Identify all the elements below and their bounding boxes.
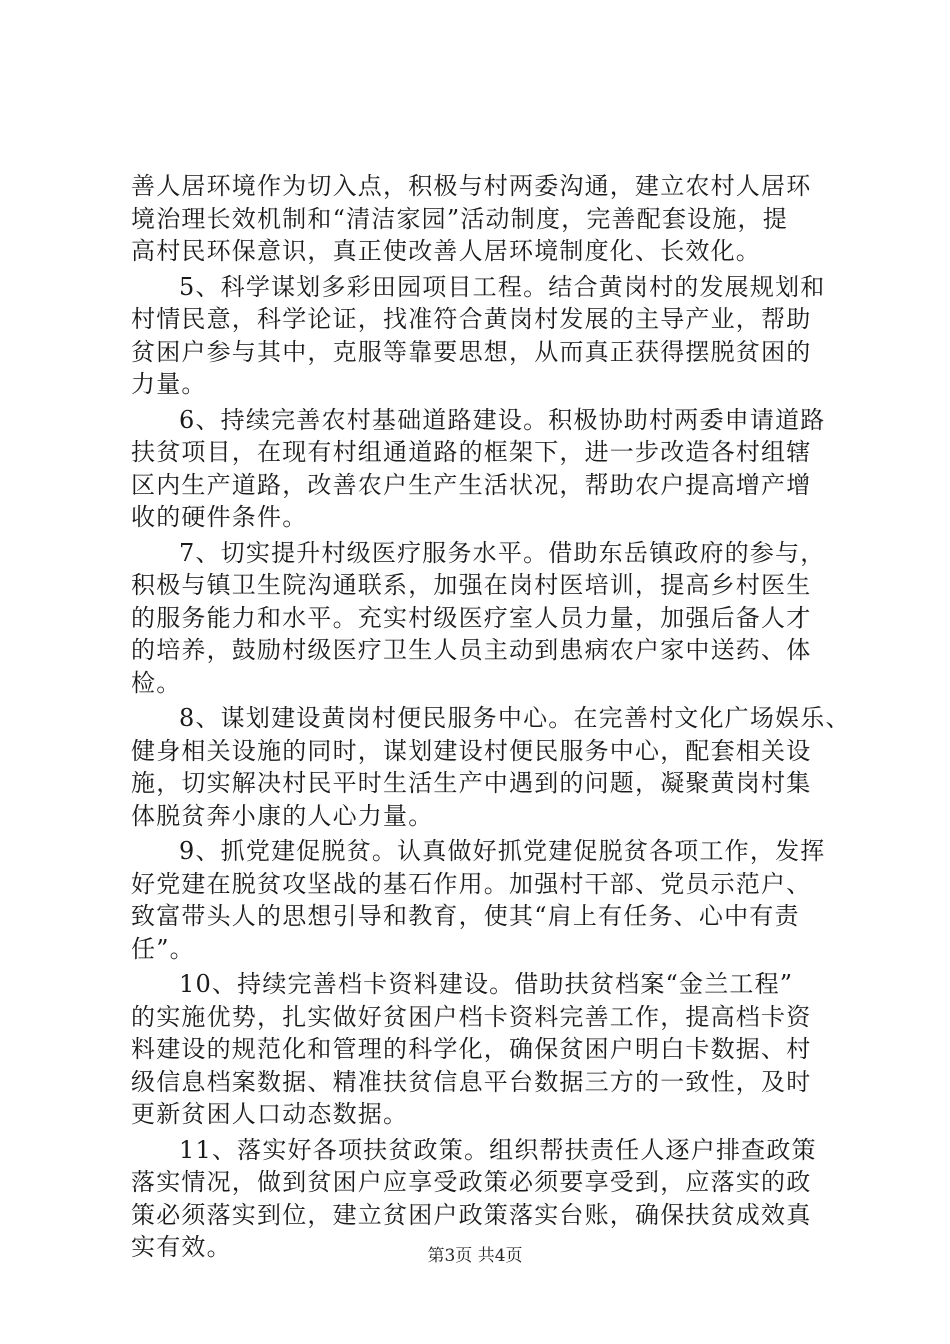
paragraph <box>131 271 831 401</box>
text-line: 健身相关设施的同时，谋划建设村便民服务中心，配套相关设 <box>131 736 812 765</box>
text-line: 9、抓党建促脱贫。认真做好抓党建促脱贫各项工作，发挥 <box>179 837 826 865</box>
text-line: 贫困户参与其中，克服等靠要思想，从而真正获得摆脱贫困的 <box>131 337 812 366</box>
text-line: 6、持续完善农村基础道路建设。积极协助村两委申请道路 <box>179 405 826 434</box>
text-line: 料建设的规范化和管理的科学化，确保贫困户明白卡数据、村 <box>131 1035 812 1063</box>
paragraph <box>131 537 831 700</box>
text-line: 检。 <box>131 668 182 697</box>
text-line: 村情民意，科学论证，找准符合黄岗村发展的主导产业，帮助 <box>131 305 812 333</box>
text-line: 的实施优势，扎实做好贫困户档卡资料完善工作，提高档卡资 <box>131 1002 812 1031</box>
text-line: 5、科学谋划多彩田园项目工程。结合黄岗村的发展规划和 <box>179 272 826 301</box>
paragraph <box>131 404 831 534</box>
paragraph <box>131 968 831 1131</box>
paragraph <box>131 170 831 268</box>
text-line: 致富带头人的思想引导和教育，使其“肩上有任务、心中有责 <box>131 902 800 930</box>
text-line: 善人居环境作为切入点，积极与村两委沟通，建立农村人居环 <box>131 172 812 200</box>
document-body <box>131 170 851 1264</box>
text-line: 的培养，鼓励村级医疗卫生人员主动到患病农户家中送药、体 <box>131 636 812 664</box>
text-line: 更新贫困人口动态数据。 <box>131 1100 409 1128</box>
text-line: 体脱贫奔小康的人心力量。 <box>131 801 434 830</box>
text-line: 好党建在脱贫攻坚战的基石作用。加强村干部、党员示范户、 <box>131 869 812 898</box>
text-line: 高村民环保意识，真正使改善人居环境制度化、长效化。 <box>131 237 761 265</box>
text-line: 策必须落实到位，建立贫困户政策落实台账，确保扶贫成效真 <box>131 1200 812 1229</box>
text-line: 力量。 <box>131 370 207 398</box>
text-line: 实有效。 <box>131 1233 232 1261</box>
text-line: 落实情况，做到贫困户应享受政策必须要享受到，应落实的政 <box>131 1168 812 1196</box>
text-line: 10、持续完善档卡资料建设。借助扶贫档案“金兰工程” <box>179 970 794 998</box>
text-line: 区内生产道路，改善农户生产生活状况，帮助农户提高增产增 <box>131 470 812 499</box>
text-line: 积极与镇卫生院沟通联系，加强在岗村医培训，提高乡村医生 <box>131 571 812 599</box>
text-line: 任”。 <box>131 934 195 963</box>
text-line: 施，切实解决村民平时生活生产中遇到的问题，凝聚黄岗村集 <box>131 769 812 797</box>
text-line: 收的硬件条件。 <box>131 503 308 531</box>
text-line: 境治理长效机制和“清洁家园”活动制度，完善配套设施，提 <box>131 204 788 233</box>
paragraph <box>131 835 831 965</box>
text-line: 11、落实好各项扶贫政策。组织帮扶责任人逐户排查政策 <box>179 1135 817 1164</box>
text-line: 的服务能力和水平。充实村级医疗室人员力量，加强后备人才 <box>131 603 812 632</box>
text-line: 8、谋划建设黄岗村便民服务中心。在完善村文化广场娱乐、 <box>179 704 851 732</box>
text-line: 级信息档案数据、精准扶贫信息平台数据三方的一致性，及时 <box>131 1067 812 1096</box>
text-line: 扶贫项目，在现有村组通道路的框架下，进一步改造各村组辖 <box>131 438 812 466</box>
paragraph <box>131 702 851 832</box>
text-line: 7、切实提升村级医疗服务水平。借助东岳镇政府的参与， <box>179 538 826 567</box>
page-number-footer: 第3页 共4页 <box>427 1246 523 1266</box>
